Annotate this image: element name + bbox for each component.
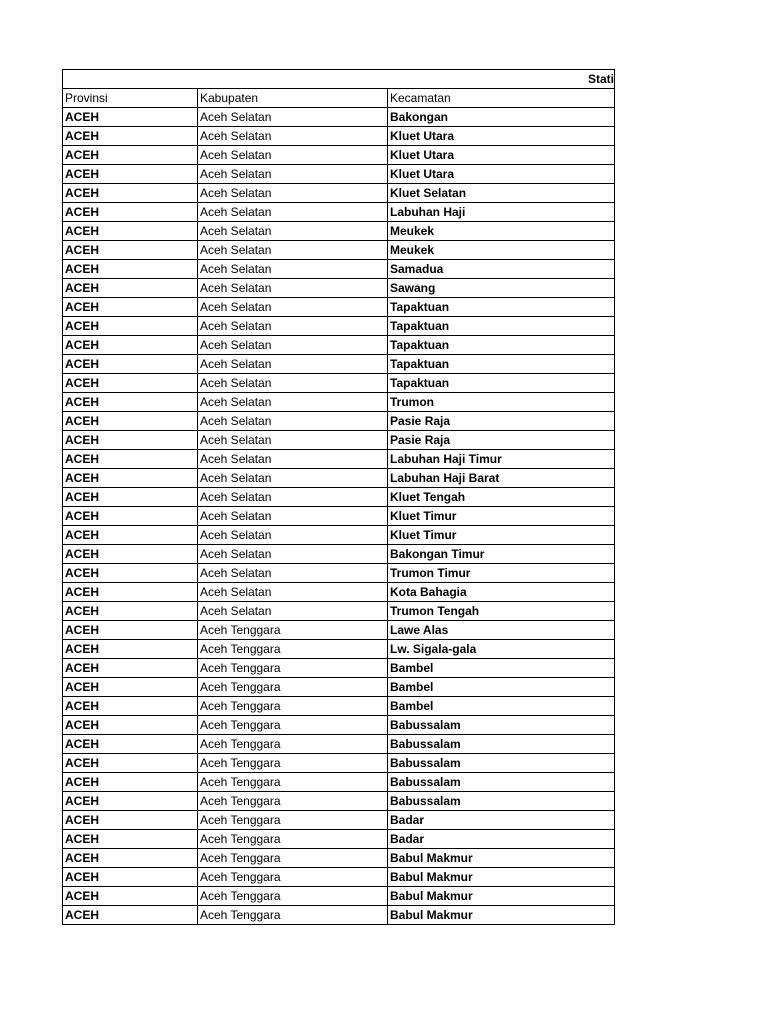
cell-kecamatan: Tapaktuan — [388, 355, 615, 374]
cell-kecamatan: Lawe Alas — [388, 621, 615, 640]
cell-kabupaten: Aceh Selatan — [198, 317, 388, 336]
cell-kabupaten: Aceh Tenggara — [198, 906, 388, 925]
cell-provinsi: ACEH — [63, 697, 198, 716]
table-row — [63, 811, 615, 830]
sheet-title: Stati — [63, 70, 615, 89]
cell-kecamatan: Babussalam — [388, 754, 615, 773]
table-row — [63, 450, 615, 469]
cell-kabupaten: Aceh Selatan — [198, 431, 388, 450]
cell-kecamatan: Babussalam — [388, 773, 615, 792]
table-row — [63, 127, 615, 146]
cell-provinsi: ACEH — [63, 887, 198, 906]
title-row — [63, 70, 615, 89]
cell-kecamatan: Samadua — [388, 260, 615, 279]
cell-kecamatan: Badar — [388, 811, 615, 830]
table-row — [63, 488, 615, 507]
cell-kabupaten: Aceh Tenggara — [198, 697, 388, 716]
table-row — [63, 298, 615, 317]
cell-provinsi: ACEH — [63, 678, 198, 697]
cell-provinsi: ACEH — [63, 545, 198, 564]
table-row — [63, 621, 615, 640]
cell-kecamatan: Labuhan Haji Timur — [388, 450, 615, 469]
cell-provinsi: ACEH — [63, 184, 198, 203]
cell-provinsi: ACEH — [63, 450, 198, 469]
cell-provinsi: ACEH — [63, 374, 198, 393]
table-row — [63, 830, 615, 849]
cell-kabupaten: Aceh Selatan — [198, 279, 388, 298]
cell-kecamatan: Kluet Selatan — [388, 184, 615, 203]
cell-kecamatan: Kluet Timur — [388, 526, 615, 545]
cell-provinsi: ACEH — [63, 146, 198, 165]
cell-provinsi: ACEH — [63, 659, 198, 678]
cell-kabupaten: Aceh Tenggara — [198, 887, 388, 906]
cell-kabupaten: Aceh Selatan — [198, 583, 388, 602]
cell-provinsi: ACEH — [63, 735, 198, 754]
cell-kecamatan: Trumon — [388, 393, 615, 412]
cell-kecamatan: Sawang — [388, 279, 615, 298]
cell-provinsi: ACEH — [63, 868, 198, 887]
table-row — [63, 203, 615, 222]
cell-kabupaten: Aceh Selatan — [198, 488, 388, 507]
cell-kabupaten: Aceh Selatan — [198, 469, 388, 488]
cell-provinsi: ACEH — [63, 830, 198, 849]
cell-kabupaten: Aceh Tenggara — [198, 849, 388, 868]
table-row — [63, 222, 615, 241]
cell-kabupaten: Aceh Tenggara — [198, 659, 388, 678]
cell-kabupaten: Aceh Selatan — [198, 526, 388, 545]
cell-kecamatan: Kluet Utara — [388, 165, 615, 184]
cell-provinsi: ACEH — [63, 222, 198, 241]
table-row — [63, 279, 615, 298]
cell-kabupaten: Aceh Selatan — [198, 298, 388, 317]
table-row — [63, 412, 615, 431]
cell-kabupaten: Aceh Tenggara — [198, 735, 388, 754]
cell-kabupaten: Aceh Selatan — [198, 564, 388, 583]
cell-kecamatan: Babul Makmur — [388, 887, 615, 906]
cell-kecamatan: Tapaktuan — [388, 374, 615, 393]
cell-kecamatan: Labuhan Haji Barat — [388, 469, 615, 488]
cell-kabupaten: Aceh Tenggara — [198, 754, 388, 773]
cell-provinsi: ACEH — [63, 754, 198, 773]
cell-provinsi: ACEH — [63, 336, 198, 355]
table-row — [63, 697, 615, 716]
cell-kabupaten: Aceh Tenggara — [198, 621, 388, 640]
cell-provinsi: ACEH — [63, 583, 198, 602]
cell-kabupaten: Aceh Selatan — [198, 336, 388, 355]
cell-kabupaten: Aceh Selatan — [198, 355, 388, 374]
table-row — [63, 545, 615, 564]
cell-provinsi: ACEH — [63, 469, 198, 488]
cell-kabupaten: Aceh Tenggara — [198, 811, 388, 830]
cell-kabupaten: Aceh Selatan — [198, 260, 388, 279]
table-row — [63, 887, 615, 906]
table-row — [63, 108, 615, 127]
cell-kecamatan: Babussalam — [388, 792, 615, 811]
cell-provinsi: ACEH — [63, 773, 198, 792]
cell-kabupaten: Aceh Selatan — [198, 507, 388, 526]
cell-provinsi: ACEH — [63, 108, 198, 127]
table-row — [63, 146, 615, 165]
header-provinsi: Provinsi — [63, 89, 198, 108]
cell-kecamatan: Babul Makmur — [388, 868, 615, 887]
cell-kabupaten: Aceh Tenggara — [198, 678, 388, 697]
cell-kecamatan: Pasie Raja — [388, 431, 615, 450]
table-row — [63, 260, 615, 279]
cell-kabupaten: Aceh Tenggara — [198, 868, 388, 887]
cell-kecamatan: Tapaktuan — [388, 298, 615, 317]
cell-kecamatan: Pasie Raja — [388, 412, 615, 431]
cell-kabupaten: Aceh Tenggara — [198, 716, 388, 735]
cell-kabupaten: Aceh Selatan — [198, 602, 388, 621]
table-row — [63, 355, 615, 374]
cell-provinsi: ACEH — [63, 127, 198, 146]
cell-kabupaten: Aceh Selatan — [198, 127, 388, 146]
cell-kecamatan: Bambel — [388, 659, 615, 678]
cell-provinsi: ACEH — [63, 241, 198, 260]
table-row — [63, 716, 615, 735]
cell-kecamatan: Trumon Timur — [388, 564, 615, 583]
cell-kabupaten: Aceh Selatan — [198, 108, 388, 127]
table-row — [63, 602, 615, 621]
cell-kecamatan: Babul Makmur — [388, 906, 615, 925]
table-row — [63, 868, 615, 887]
cell-kabupaten: Aceh Selatan — [198, 241, 388, 260]
cell-kabupaten: Aceh Tenggara — [198, 792, 388, 811]
cell-provinsi: ACEH — [63, 412, 198, 431]
table-row — [63, 849, 615, 868]
cell-kecamatan: Trumon Tengah — [388, 602, 615, 621]
cell-kabupaten: Aceh Selatan — [198, 545, 388, 564]
table-row — [63, 906, 615, 925]
table-row — [63, 659, 615, 678]
cell-provinsi: ACEH — [63, 640, 198, 659]
cell-provinsi: ACEH — [63, 906, 198, 925]
cell-provinsi: ACEH — [63, 602, 198, 621]
cell-kecamatan: Babul Makmur — [388, 849, 615, 868]
cell-kabupaten: Aceh Tenggara — [198, 773, 388, 792]
cell-kecamatan: Kota Bahagia — [388, 583, 615, 602]
table-row — [63, 431, 615, 450]
cell-provinsi: ACEH — [63, 564, 198, 583]
cell-kabupaten: Aceh Tenggara — [198, 640, 388, 659]
table-row — [63, 336, 615, 355]
cell-provinsi: ACEH — [63, 811, 198, 830]
cell-kabupaten: Aceh Selatan — [198, 450, 388, 469]
cell-kabupaten: Aceh Selatan — [198, 222, 388, 241]
cell-provinsi: ACEH — [63, 260, 198, 279]
cell-provinsi: ACEH — [63, 621, 198, 640]
cell-kecamatan: Bakongan Timur — [388, 545, 615, 564]
table-row — [63, 678, 615, 697]
cell-kabupaten: Aceh Tenggara — [198, 830, 388, 849]
cell-kecamatan: Kluet Utara — [388, 146, 615, 165]
cell-kecamatan: Meukek — [388, 222, 615, 241]
cell-kabupaten: Aceh Selatan — [198, 184, 388, 203]
cell-kabupaten: Aceh Selatan — [198, 165, 388, 184]
table-row — [63, 583, 615, 602]
table-row — [63, 184, 615, 203]
table-row — [63, 165, 615, 184]
cell-provinsi: ACEH — [63, 849, 198, 868]
cell-provinsi: ACEH — [63, 431, 198, 450]
table-row — [63, 393, 615, 412]
table-row — [63, 374, 615, 393]
cell-kecamatan: Kluet Tengah — [388, 488, 615, 507]
cell-provinsi: ACEH — [63, 507, 198, 526]
cell-provinsi: ACEH — [63, 792, 198, 811]
cell-provinsi: ACEH — [63, 393, 198, 412]
header-kabupaten: Kabupaten — [198, 89, 388, 108]
cell-kabupaten: Aceh Selatan — [198, 393, 388, 412]
table-row — [63, 241, 615, 260]
cell-kecamatan: Lw. Sigala-gala — [388, 640, 615, 659]
cell-provinsi: ACEH — [63, 488, 198, 507]
table-row — [63, 507, 615, 526]
table-body — [63, 70, 615, 925]
table-row — [63, 735, 615, 754]
table-row — [63, 564, 615, 583]
table-row — [63, 526, 615, 545]
cell-kecamatan: Bakongan — [388, 108, 615, 127]
header-kecamatan: Kecamatan — [388, 89, 615, 108]
cell-kecamatan: Tapaktuan — [388, 336, 615, 355]
cell-provinsi: ACEH — [63, 317, 198, 336]
cell-kecamatan: Bambel — [388, 678, 615, 697]
cell-kabupaten: Aceh Selatan — [198, 412, 388, 431]
cell-provinsi: ACEH — [63, 716, 198, 735]
cell-provinsi: ACEH — [63, 203, 198, 222]
table-row — [63, 317, 615, 336]
cell-kabupaten: Aceh Selatan — [198, 146, 388, 165]
table-row — [63, 773, 615, 792]
header-row — [63, 89, 615, 108]
cell-kecamatan: Babussalam — [388, 735, 615, 754]
table-row — [63, 792, 615, 811]
cell-kecamatan: Meukek — [388, 241, 615, 260]
cell-kecamatan: Labuhan Haji — [388, 203, 615, 222]
cell-kecamatan: Babussalam — [388, 716, 615, 735]
table-row — [63, 640, 615, 659]
cell-kabupaten: Aceh Selatan — [198, 374, 388, 393]
table-row — [63, 754, 615, 773]
cell-kecamatan: Bambel — [388, 697, 615, 716]
cell-kecamatan: Badar — [388, 830, 615, 849]
cell-kecamatan: Kluet Utara — [388, 127, 615, 146]
cell-kecamatan: Kluet Timur — [388, 507, 615, 526]
cell-provinsi: ACEH — [63, 279, 198, 298]
cell-kecamatan: Tapaktuan — [388, 317, 615, 336]
cell-provinsi: ACEH — [63, 165, 198, 184]
cell-provinsi: ACEH — [63, 355, 198, 374]
cell-kabupaten: Aceh Selatan — [198, 203, 388, 222]
cell-provinsi: ACEH — [63, 526, 198, 545]
cell-provinsi: ACEH — [63, 298, 198, 317]
table-row — [63, 469, 615, 488]
data-table — [62, 69, 615, 925]
